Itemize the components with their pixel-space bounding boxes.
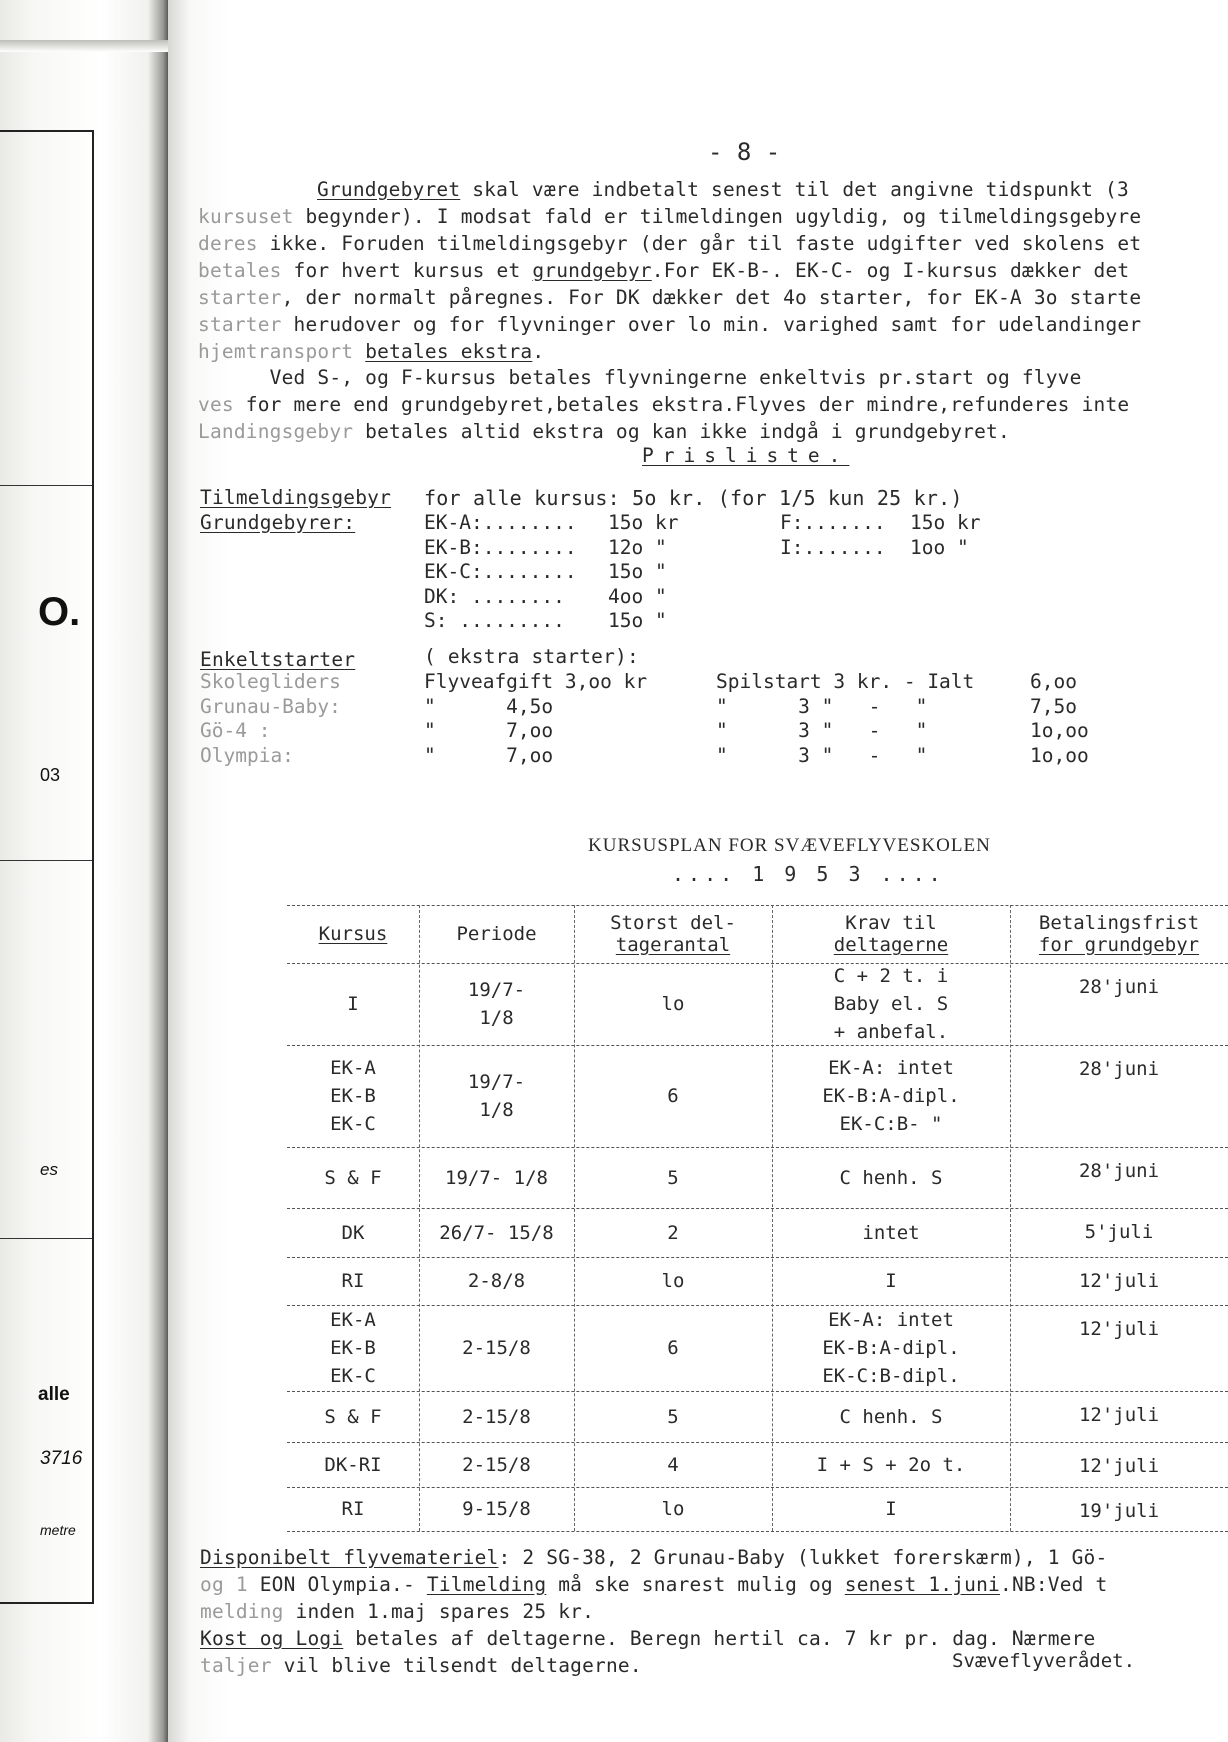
text-segment: herudover og for flyvninger over lo min. varighed samt for udelandinger (281, 313, 1142, 336)
cell-line: 2 (667, 1221, 679, 1244)
adjacent-page-rule (0, 485, 92, 486)
text-segment: .For EK-B-. EK-C- og I-kursus dækker det (651, 259, 1130, 282)
cell-line: Baby el. S (833, 993, 949, 1015)
cell-line: EK-A: intet (828, 1309, 954, 1331)
schedule-title: KURSUSPLAN FOR SVÆVEFLYVESKOLEN (588, 835, 991, 856)
cell-line: 5 (667, 1166, 679, 1189)
course-cell (287, 963, 419, 1045)
fee-amount: 15o kr (910, 511, 981, 534)
participants-cell (574, 1257, 772, 1305)
adjacent-page-fragment: O. (38, 590, 81, 634)
text-segment: taljer (200, 1654, 272, 1677)
glider-total: 6,oo (1030, 670, 1077, 693)
fee-amount: 15o " (608, 609, 667, 632)
intro-line (198, 340, 544, 363)
cell-line: 26/7- 15/8 (439, 1221, 554, 1244)
cell-line: 9-15/8 (462, 1498, 531, 1520)
cell-line: DK (341, 1221, 365, 1244)
adjacent-page-frame (0, 130, 94, 1604)
cell-line: C henh. S (839, 1166, 943, 1189)
cell-line: 5'juli (1084, 1221, 1154, 1243)
header-course (287, 905, 419, 963)
intro-line (198, 366, 1082, 389)
text-segment: for hvert kursus et (281, 259, 533, 282)
participants-cell (574, 1442, 772, 1487)
cell-line: EK-C (330, 1113, 376, 1135)
header-participants (574, 905, 772, 963)
glider-winch-fee: " 3 " - " (716, 719, 928, 742)
glider-flight-fee: Flyveafgift 3,oo kr (424, 670, 648, 693)
adjacent-page-fragment: metre (40, 1522, 76, 1538)
course-cell (287, 1391, 419, 1442)
requirements-cell (772, 1147, 1010, 1208)
glider-winch-fee: " 3 " - " (716, 694, 928, 718)
text-segment: starter (198, 313, 282, 336)
intro-line (317, 178, 1129, 201)
glider-flight-fee: " 4,5o (424, 694, 554, 718)
header-text: tagerantal (615, 934, 731, 956)
text-segment: må ske snarest mulig og (546, 1573, 845, 1596)
intro-line (198, 259, 1129, 282)
glider-total: 1o,oo (1030, 743, 1089, 767)
cell-line: 12'juli (1078, 1404, 1160, 1426)
cell-line: 28'juni (1078, 976, 1160, 998)
single-starts-note: ( ekstra starter): (424, 645, 639, 668)
text-segment: senest 1.juni (844, 1573, 1001, 1596)
registration-fee-label: Tilmeldingsgebyr (200, 486, 392, 509)
cell-line: lo (661, 993, 685, 1015)
deadline-cell (1010, 1305, 1228, 1401)
header-text: Betalingsfrist (1038, 912, 1200, 934)
text-segment: ikke. Foruden tilmeldingsgebyr (der går til faste udgifter ved skolens et (257, 232, 1142, 255)
requirements-cell (772, 1487, 1010, 1531)
text-segment: Landingsgebyr (198, 420, 354, 443)
participants-cell (574, 1391, 772, 1442)
period-cell (419, 1442, 574, 1487)
deadline-cell (1010, 1045, 1228, 1157)
cell-line: 2-8/8 (467, 1270, 526, 1292)
period-cell (419, 1257, 574, 1305)
period-cell (419, 963, 574, 1045)
header-requirements (772, 905, 1010, 963)
period-cell (419, 1208, 574, 1257)
cell-line: 19/7- (467, 1071, 526, 1093)
cell-line: 6 (667, 1085, 679, 1107)
cell-line: I (885, 1270, 897, 1292)
footer-line (200, 1600, 594, 1623)
cell-line: 2-15/8 (462, 1453, 531, 1476)
adjacent-page-rule (0, 860, 92, 861)
text-segment: : 2 SG-38, 2 Grunau-Baby (lukket forerskærm), 1 Gö- (498, 1546, 1108, 1569)
requirements-cell (772, 963, 1010, 1045)
glider-winch-fee: Spilstart 3 kr. - Ialt (716, 670, 975, 693)
adjacent-page-fragment: 3716 (40, 1448, 83, 1469)
text-segment: vil blive tilsendt deltagerne. (271, 1654, 642, 1677)
adjacent-page-fragment: 03 (40, 765, 61, 785)
text-segment: og 1 (200, 1573, 248, 1596)
cell-line: 2-15/8 (462, 1337, 531, 1359)
header-text: Kursus (318, 923, 388, 945)
cell-line: 4 (667, 1453, 679, 1476)
cell-line: EK-C (330, 1365, 376, 1387)
text-segment: Kost og Logi (200, 1627, 344, 1650)
price-list-title: Prisliste. (642, 444, 850, 467)
deadline-cell (1010, 963, 1228, 1055)
requirements-cell (772, 1305, 1010, 1391)
fee-amount: 4oo " (608, 584, 667, 608)
header-deadline (1010, 905, 1228, 963)
text-segment: begynder). I modsat fald er tilmeldingen ugyldig, og tilmeldingsgebyre (293, 205, 1142, 228)
course-cell (287, 1487, 419, 1531)
text-segment: betales af deltagerne. Beregn hertil ca. 7 kr pr. dag. Nærmere (343, 1627, 1096, 1650)
participants-cell (574, 1147, 772, 1208)
text-segment: melding (200, 1600, 284, 1623)
cell-line: EK-C:B-dipl. (822, 1365, 960, 1387)
course-cell (287, 1257, 419, 1305)
text-segment: for mere end grundgebyret,betales ekstra.Flyves der mindre,refunderes inte (233, 393, 1130, 416)
glider-flight-fee: " 7,oo (424, 719, 554, 742)
participants-cell (574, 963, 772, 1045)
base-fees-label: Grundgebyrer: (200, 511, 356, 534)
participants-cell (574, 1305, 772, 1391)
fee-amount: 1oo " (910, 535, 969, 559)
text-segment: kursuset (198, 205, 294, 228)
period-cell (419, 1305, 574, 1391)
fee-amount: 15o " (608, 560, 667, 583)
requirements-cell (772, 1208, 1010, 1257)
header-text: Periode (456, 923, 537, 945)
requirements-cell (772, 1391, 1010, 1442)
adjacent-page-fragment: alle (38, 1384, 70, 1405)
fee-name: DK: ........ (424, 584, 565, 608)
text-segment: , der normalt påregnes. For DK dækker det 4o starter, for EK-A 3o starte (281, 286, 1142, 309)
header-text: deltagerne (833, 934, 949, 956)
glider-name: Olympia: (200, 743, 294, 767)
cell-line: 1/8 (479, 1099, 514, 1121)
header-text: Storst del- (610, 912, 736, 934)
glider-total: 1o,oo (1030, 719, 1089, 742)
cell-line: 12'juli (1078, 1455, 1160, 1477)
cell-line: S & F (324, 1166, 382, 1189)
cell-line: 19'juli (1078, 1500, 1160, 1522)
participants-cell (574, 1045, 772, 1147)
text-segment: grundgebyr (532, 259, 652, 282)
cell-line: 12'juli (1078, 1270, 1160, 1292)
cell-line: EK-B (330, 1337, 376, 1359)
cell-line: I (347, 993, 359, 1015)
cell-line: lo (661, 1498, 685, 1520)
cell-line: EK-A: intet (828, 1057, 954, 1079)
cell-line: EK-A (330, 1057, 376, 1079)
text-segment: hjemtransport (198, 340, 354, 363)
glider-winch-fee: " 3 " - " (716, 743, 928, 767)
requirements-cell (772, 1442, 1010, 1487)
course-cell (287, 1147, 419, 1208)
intro-line (198, 286, 1141, 309)
cell-line: 28'juni (1078, 1160, 1160, 1182)
header-text: Krav til (845, 912, 937, 934)
text-segment: inden 1.maj spares 25 kr. (283, 1600, 595, 1623)
text-segment: starter (198, 286, 282, 309)
intro-line (198, 393, 1129, 416)
adjacent-page-rule (0, 1238, 92, 1239)
binding-edge (0, 40, 180, 52)
course-cell (287, 1045, 419, 1147)
text-segment: Grundgebyret (317, 178, 461, 201)
intro-line (198, 232, 1141, 255)
deadline-cell (1010, 1487, 1228, 1541)
fee-name: EK-B:........ (424, 535, 577, 559)
course-cell (287, 1208, 419, 1257)
participants-cell (574, 1487, 772, 1531)
cell-line: C henh. S (839, 1405, 943, 1428)
fee-amount: 12o " (608, 535, 667, 559)
text-segment: betales (198, 259, 282, 282)
text-segment: EON Olympia.- (247, 1573, 427, 1596)
header-period (419, 905, 574, 963)
cell-line: 6 (667, 1337, 679, 1359)
period-cell (419, 1147, 574, 1208)
cell-line: RI (341, 1270, 365, 1292)
cell-line: 5 (667, 1405, 679, 1428)
fee-amount: 15o kr (608, 511, 679, 534)
text-segment: skal være indbetalt senest til det angivne tidspunkt (3 (460, 178, 1129, 201)
text-segment: Ved S-, og F-kursus betales flyvningerne enkeltvis pr.start og flyve (198, 366, 1082, 389)
glider-name: Skolegliders (200, 670, 341, 693)
glider-total: 7,5o (1030, 694, 1077, 718)
cell-line: S & F (324, 1405, 382, 1428)
cell-line: I (885, 1498, 897, 1520)
glider-name: Grunau-Baby: (200, 694, 341, 718)
period-cell (419, 1487, 574, 1531)
footer-line (200, 1627, 1096, 1650)
adjacent-page-strip (0, 0, 168, 1742)
text-segment: Tilmelding (426, 1573, 547, 1596)
requirements-cell (772, 1257, 1010, 1305)
cell-line: 2-15/8 (462, 1405, 531, 1428)
intro-line (198, 205, 1141, 228)
cell-line: + anbefal. (833, 1021, 949, 1043)
intro-line (198, 420, 1010, 443)
participants-cell (574, 1208, 772, 1257)
cell-line: DK-RI (324, 1453, 382, 1476)
cell-line: EK-B (330, 1085, 376, 1107)
cell-line: lo (661, 1270, 685, 1292)
cell-line: C + 2 t. i (833, 965, 949, 987)
page-number: - 8 - (708, 138, 781, 166)
text-segment: ves (198, 393, 234, 416)
requirements-cell (772, 1045, 1010, 1147)
text-segment: betales ekstra (365, 340, 533, 363)
single-starts-label: Enkeltstarter (200, 648, 356, 671)
intro-line (198, 313, 1141, 336)
period-cell (419, 1045, 574, 1147)
cell-line: 1/8 (479, 1007, 514, 1029)
cell-line: EK-C:B- " (839, 1113, 943, 1135)
text-segment: Disponibelt flyvemateriel (200, 1546, 499, 1569)
text-segment: . (532, 340, 545, 363)
cell-line: I + S + 2o t. (816, 1453, 966, 1476)
cell-line: intet (862, 1221, 920, 1244)
text-segment: deres (198, 232, 258, 255)
cell-line: 19/7- (467, 979, 526, 1001)
course-cell (287, 1305, 419, 1391)
text-segment (353, 340, 365, 363)
cell-line: EK-A (330, 1309, 376, 1331)
fee-name: EK-C:........ (424, 560, 577, 583)
signature: Svæveflyverådet. (952, 1650, 1136, 1672)
glider-flight-fee: " 7,oo (424, 743, 554, 767)
cell-line: EK-B:A-dipl. (822, 1085, 960, 1107)
fee-name: F:....... (780, 511, 886, 534)
course-cell (287, 1442, 419, 1487)
text-segment: .NB:Ved t (1000, 1573, 1108, 1596)
period-cell (419, 1391, 574, 1442)
header-text: for grundgebyr (1038, 934, 1200, 956)
fee-name: I:....... (780, 535, 886, 559)
cell-line: 28'juni (1078, 1058, 1160, 1080)
adjacent-page-fragment: es (40, 1160, 58, 1179)
footer-line (200, 1573, 1107, 1596)
glider-name: Gö-4 : (200, 719, 271, 742)
course-schedule-table (287, 905, 1228, 1525)
footer-line (200, 1654, 642, 1677)
text-segment: betales altid ekstra og kan ikke indgå i grundgebyret. (353, 420, 1010, 443)
cell-line: RI (341, 1498, 365, 1520)
fee-name: S: ......... (424, 609, 565, 632)
cell-line: 12'juli (1078, 1318, 1160, 1340)
registration-fee-text: for alle kursus: 5o kr. (for 1/5 kun 25 kr.) (424, 486, 963, 510)
cell-line: 19/7- 1/8 (445, 1166, 548, 1189)
schedule-year: .... 1 9 5 3 .... (672, 862, 945, 886)
fee-name: EK-A:........ (424, 511, 577, 534)
cell-line: EK-B:A-dipl. (822, 1337, 960, 1359)
footer-line (200, 1546, 1107, 1569)
